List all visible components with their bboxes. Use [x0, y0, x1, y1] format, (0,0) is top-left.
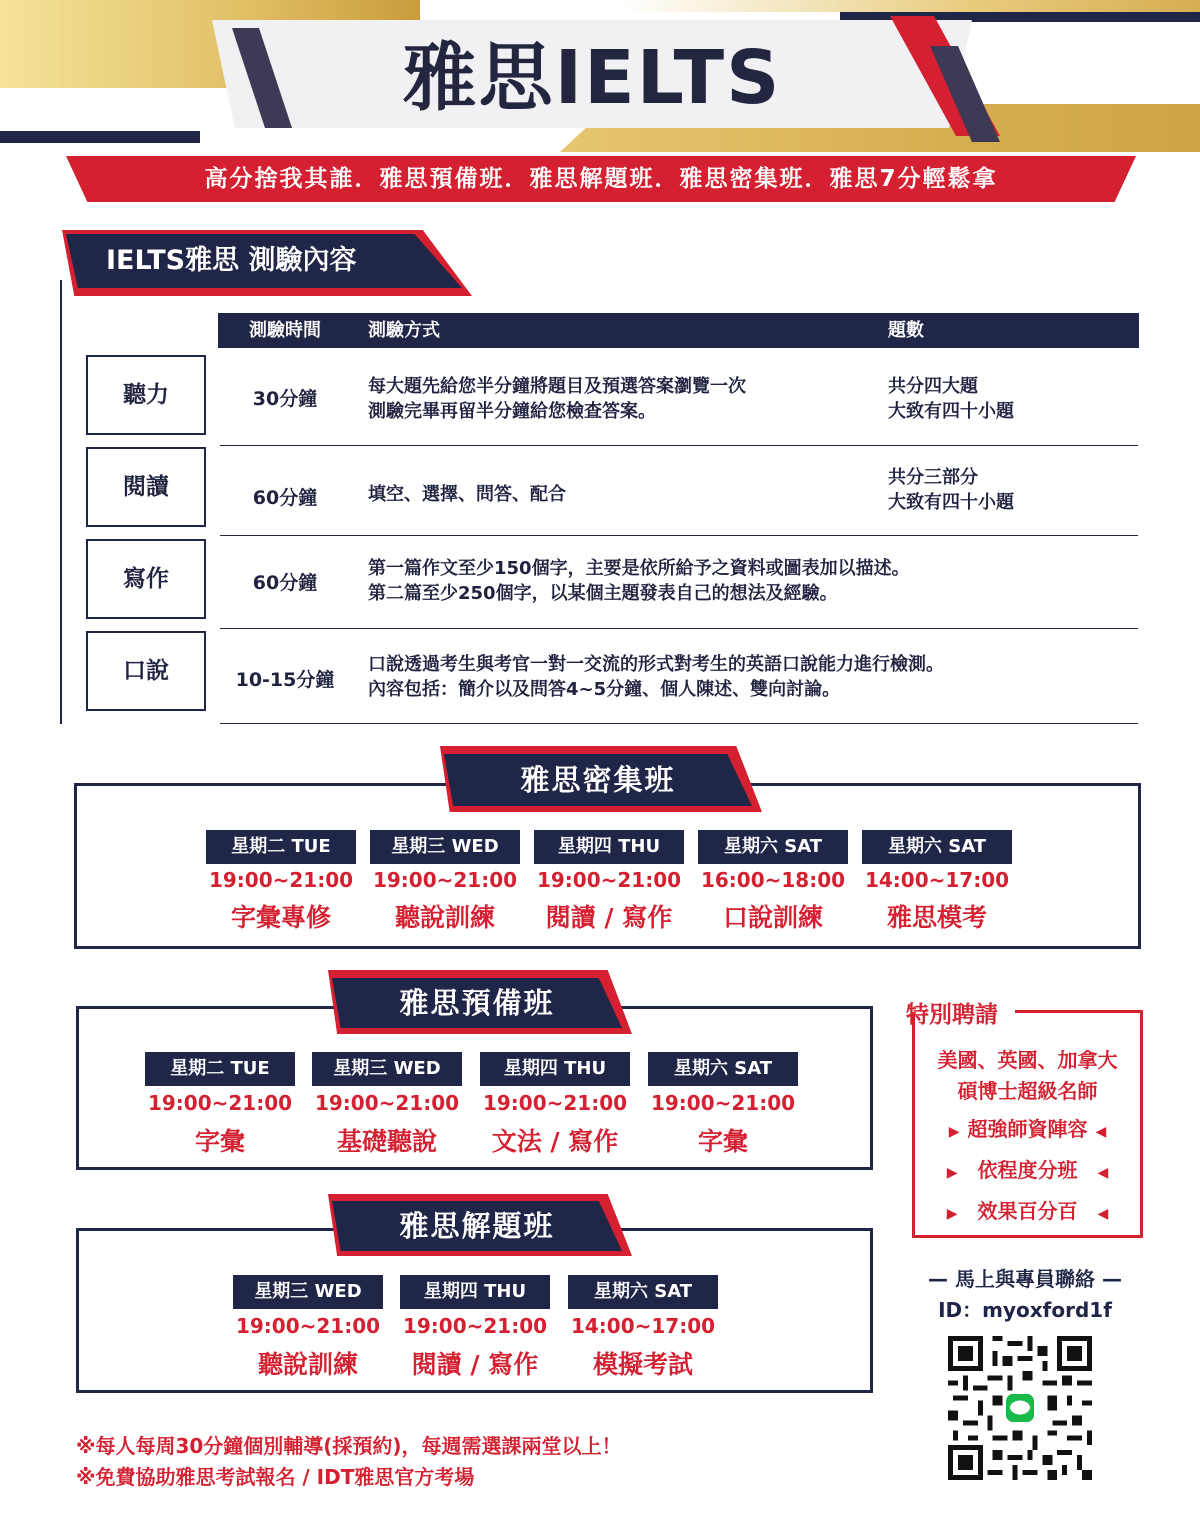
section-vertical-line — [60, 280, 62, 724]
special-bullet-3 — [912, 1195, 1143, 1224]
prep-title: 雅思預備班 — [399, 986, 555, 1020]
method-line: 第一篇作文至少150個字，主要是依所給予之資料或圖表加以描述。 — [368, 558, 910, 579]
count-line: 大致有四十小題 — [888, 401, 1014, 422]
table-header-bar — [218, 313, 1139, 348]
triangle-right-icon: ▶ — [948, 1124, 960, 1140]
count-line: 共分四大題 — [888, 376, 978, 397]
intensive-subject-5: 雅思模考 — [886, 903, 987, 932]
prep-subject-1: 字彙 — [194, 1127, 245, 1156]
row-divider — [220, 628, 1138, 629]
intensive-day-3: 星期四 THU — [534, 830, 684, 864]
triangle-left-icon: ◀ — [1095, 1124, 1107, 1140]
prep-time-2: 19:00~21:00 — [314, 1091, 460, 1115]
intensive-time-3: 19:00~21:00 — [536, 868, 682, 892]
intensive-day-1: 星期二 TUE — [206, 830, 356, 864]
solving-time-2: 19:00~21:00 — [402, 1314, 548, 1338]
prep-time-4: 19:00~21:00 — [650, 1091, 796, 1115]
time-writing: 60分鐘 — [252, 572, 318, 594]
intensive-day-5: 星期六 SAT — [862, 830, 1012, 864]
triangle-left-icon: ◀ — [1097, 1206, 1109, 1222]
method-speaking — [368, 652, 944, 702]
special-line-1: 美國、英國、加拿大 — [937, 1048, 1118, 1072]
solving-subject-3: 模擬考試 — [592, 1350, 693, 1379]
note-1: ※每人每周30分鐘個別輔導(採預約)，每週需選課兩堂以上！ — [76, 1434, 622, 1458]
intensive-subject-2: 聽說訓練 — [394, 903, 495, 932]
method-reading — [368, 482, 878, 507]
skill-reading: 閱讀 — [86, 447, 206, 527]
prep-day-4: 星期六 SAT — [648, 1052, 798, 1086]
intensive-time-1: 19:00~21:00 — [208, 868, 354, 892]
count-listening — [888, 374, 1128, 424]
section-title: IELTS雅思 測驗內容 — [106, 245, 357, 276]
row-divider — [220, 445, 1138, 446]
slogan-text: 高分捨我其誰．雅思預備班．雅思解題班．雅思密集班．雅思7分輕鬆拿 — [204, 166, 998, 192]
method-listening — [368, 374, 878, 424]
method-line: 每大題先給您半分鐘將題目及預選答案瀏覽一次 — [368, 376, 746, 397]
contact-id: ID：myoxford1f — [938, 1298, 1112, 1322]
method-writing — [368, 556, 910, 606]
count-line: 共分三部分 — [888, 467, 978, 488]
row-divider — [220, 535, 1138, 536]
solving-time-3: 14:00~17:00 — [570, 1314, 716, 1338]
special-title: 特別聘請 — [906, 1002, 998, 1028]
prep-subject-3: 文法 / 寫作 — [491, 1127, 619, 1156]
intensive-day-4: 星期六 SAT — [698, 830, 848, 864]
prep-time-3: 19:00~21:00 — [482, 1091, 628, 1115]
method-line: 內容包括：簡介以及問答4~5分鐘、個人陳述、雙向討論。 — [368, 679, 841, 700]
special-bullet-text: 超強師資陣容 — [967, 1117, 1088, 1141]
special-bullet-2 — [912, 1154, 1143, 1183]
table-header-method: 測驗方式 — [368, 320, 440, 341]
solving-subject-1: 聽說訓練 — [257, 1350, 358, 1379]
triangle-right-icon: ▶ — [946, 1165, 958, 1181]
count-reading — [888, 465, 1128, 515]
method-line: 填空、選擇、問答、配合 — [368, 484, 566, 505]
intensive-title: 雅思密集班 — [520, 763, 676, 797]
method-line: 口說透過考生與考官一對一交流的形式對考生的英語口說能力進行檢測。 — [368, 654, 944, 675]
prep-subject-4: 字彙 — [697, 1127, 748, 1156]
triangle-left-icon: ◀ — [1097, 1165, 1109, 1181]
page-title: 雅思IELTS — [402, 35, 782, 121]
qr-code-icon[interactable] — [948, 1336, 1092, 1480]
method-line: 測驗完畢再留半分鐘給您檢查答案。 — [368, 401, 656, 422]
special-line-2: 碩博士超級名師 — [957, 1079, 1098, 1103]
prep-subject-2: 基礎聽說 — [336, 1127, 437, 1156]
solving-time-1: 19:00~21:00 — [235, 1314, 381, 1338]
prep-time-1: 19:00~21:00 — [147, 1091, 293, 1115]
header-navy-bar-left — [0, 131, 200, 143]
table-header-time: 測驗時間 — [249, 320, 321, 341]
prep-day-3: 星期四 THU — [480, 1052, 630, 1086]
intensive-time-5: 14:00~17:00 — [864, 868, 1010, 892]
time-speaking: 10-15分鐘 — [235, 669, 335, 691]
prep-day-2: 星期三 WED — [312, 1052, 462, 1086]
solving-day-1: 星期三 WED — [233, 1275, 383, 1309]
time-reading: 60分鐘 — [252, 487, 318, 509]
contact-label: — 馬上與專員聯絡 — — [928, 1267, 1122, 1291]
skill-writing: 寫作 — [86, 539, 206, 619]
note-2: ※免費協助雅思考試報名 / IDT雅思官方考場 — [76, 1465, 475, 1489]
header-gold-band-top-right — [620, 0, 1200, 12]
special-bullet-1 — [912, 1113, 1143, 1142]
time-listening: 30分鐘 — [252, 388, 318, 410]
intensive-time-4: 16:00~18:00 — [700, 868, 846, 892]
prep-day-1: 星期二 TUE — [145, 1052, 295, 1086]
special-bullet-text: 依程度分班 — [977, 1158, 1078, 1182]
intensive-day-2: 星期三 WED — [370, 830, 520, 864]
skill-speaking: 口說 — [86, 631, 206, 711]
intensive-subject-1: 字彙專修 — [230, 903, 331, 932]
special-bullet-text: 效果百分百 — [977, 1199, 1078, 1223]
intensive-subject-4: 口說訓練 — [722, 903, 823, 932]
solving-day-2: 星期四 THU — [400, 1275, 550, 1309]
solving-title: 雅思解題班 — [399, 1209, 555, 1243]
method-line: 第二篇至少250個字，以某個主題發表自己的想法及經驗。 — [368, 583, 838, 604]
intensive-time-2: 19:00~21:00 — [372, 868, 518, 892]
skill-listening: 聽力 — [86, 355, 206, 435]
triangle-right-icon: ▶ — [946, 1206, 958, 1222]
row-divider — [220, 723, 1138, 724]
solving-subject-2: 閱讀 / 寫作 — [411, 1350, 539, 1379]
solving-day-3: 星期六 SAT — [568, 1275, 718, 1309]
table-header-count: 題數 — [888, 320, 924, 341]
count-line: 大致有四十小題 — [888, 492, 1014, 513]
intensive-subject-3: 閱讀 / 寫作 — [545, 903, 673, 932]
